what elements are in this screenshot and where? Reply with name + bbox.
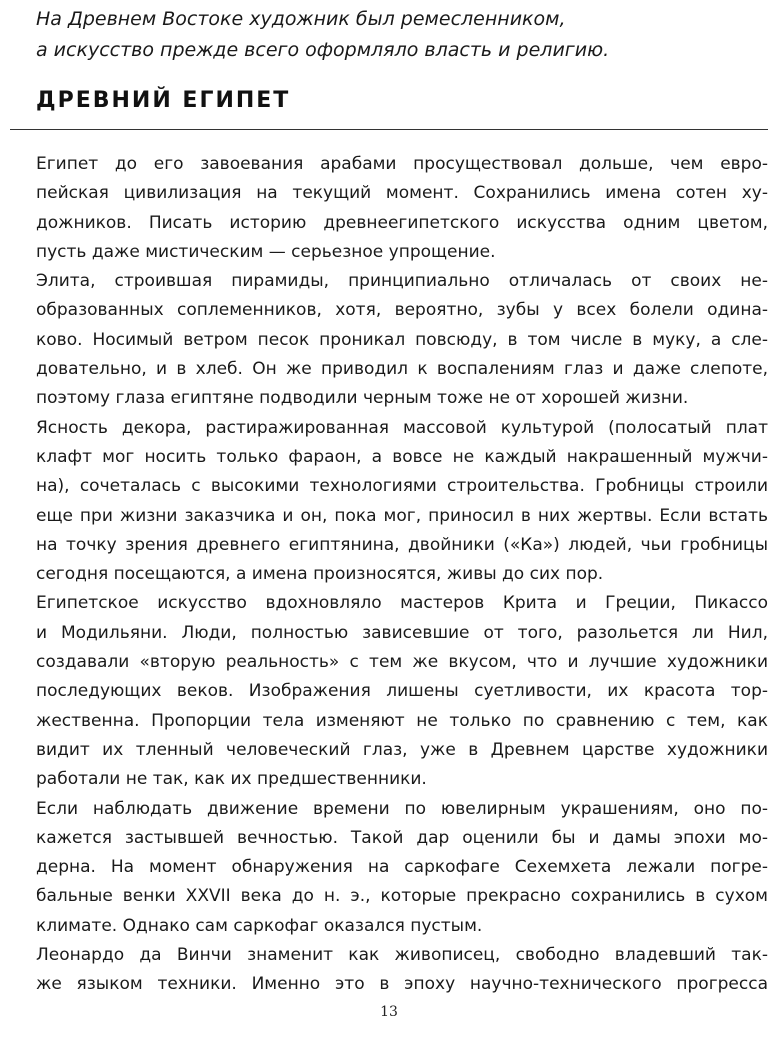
text-line: Леонардо да Винчи знаменит как живописец, свободно владевший так- — [36, 945, 768, 966]
text-line: еще при жизни заказчика и он, пока мог, приносил в них жертвы. Если встать — [36, 505, 768, 526]
text-line: и Модильяни. Люди, полностью зависевшие от того, разольется ли Нил, — [36, 622, 768, 643]
text-line: образованных соплеменников, хотя, вероятно, зубы у всех болели одина- — [36, 300, 768, 321]
text-line: создавали «вторую реальность» с тем же вкусом, что и лучшие художники — [36, 652, 768, 673]
text-line: же языком техники. Именно это в эпоху научно-технического прогресса — [36, 974, 768, 995]
paragraph — [36, 941, 768, 1000]
text-line: Ясность декора, растиражированная массовой культурой (полосатый плат — [36, 417, 768, 438]
text-line: Если наблюдать движение времени по ювелирным украшениям, оно по- — [36, 798, 768, 819]
section-title: ДРЕВНИЙ ЕГИПЕТ — [36, 88, 291, 113]
text-line: видит их тленный человеческий глаз, уже в Древнем царстве художники — [36, 739, 768, 760]
text-line: пейская цивилизация на текущий момент. Сохранились имена сотен ху- — [36, 183, 768, 204]
text-line: работали не так, как их предшественники. — [36, 769, 427, 790]
page-number: 13 — [380, 1004, 398, 1020]
text-line: последующих веков. Изображения лишены суетливости, их красота тор- — [36, 681, 768, 702]
text-line: климате. Однако сам саркофаг оказался пустым. — [36, 915, 483, 936]
text-line: жественна. Пропорции тела изменяют не только по сравнению с тем, как — [36, 710, 768, 731]
text-line: на точку зрения древнего египтянина, двойники («Ка») людей, чьи гробницы — [36, 534, 768, 555]
text-line: дерна. На момент обнаружения на саркофаге Сехемхета лежали погре- — [36, 857, 768, 878]
text-line: поэтому глаза египтяне подводили черным тоже не от хорошей жизни. — [36, 388, 689, 409]
paragraph — [36, 795, 768, 941]
body-text — [36, 150, 768, 1000]
text-line: Египетское искусство вдохновляло мастеров Крита и Греции, Пикассо — [36, 593, 768, 614]
text-line: пусть даже мистическим — серьезное упрощение. — [36, 241, 496, 262]
epigraph — [36, 4, 756, 66]
epigraph-line: а искусство прежде всего оформляло власть и религию. — [36, 39, 610, 61]
text-line: довательно, и в хлеб. Он же приводил к воспалениям глаз и даже слепоте, — [36, 359, 768, 380]
text-line: на), сочеталась с высокими технологиями строительства. Гробницы строили — [36, 476, 768, 497]
text-line: Элита, строившая пирамиды, принципиально отличалась от своих не- — [36, 271, 768, 292]
epigraph-line: На Древнем Востоке художник был ремесленником, — [36, 8, 566, 30]
text-line: сегодня посещаются, а имена произносятся, живы до сих пор. — [36, 564, 604, 585]
text-line: ково. Носимый ветром песок проникал повсюду, в том числе в муку, а сле- — [36, 329, 768, 350]
paragraph — [36, 414, 768, 590]
section-divider — [10, 129, 768, 130]
paragraph — [36, 589, 768, 794]
paragraph — [36, 150, 768, 267]
text-line: бальные венки XXVII века до н. э., которые прекрасно сохранились в сухом — [36, 886, 768, 907]
text-line: клафт мог носить только фараон, а вовсе не каждый накрашенный мужчи- — [36, 446, 768, 467]
text-line: Египет до его завоевания арабами просуществовал дольше, чем евро- — [36, 154, 768, 174]
text-line: кажется застывшей вечностью. Такой дар оценили бы и дамы эпохи мо- — [36, 827, 768, 848]
text-line: дожников. Писать историю древнеегипетского искусства одним цветом, — [36, 212, 768, 233]
paragraph — [36, 267, 768, 413]
